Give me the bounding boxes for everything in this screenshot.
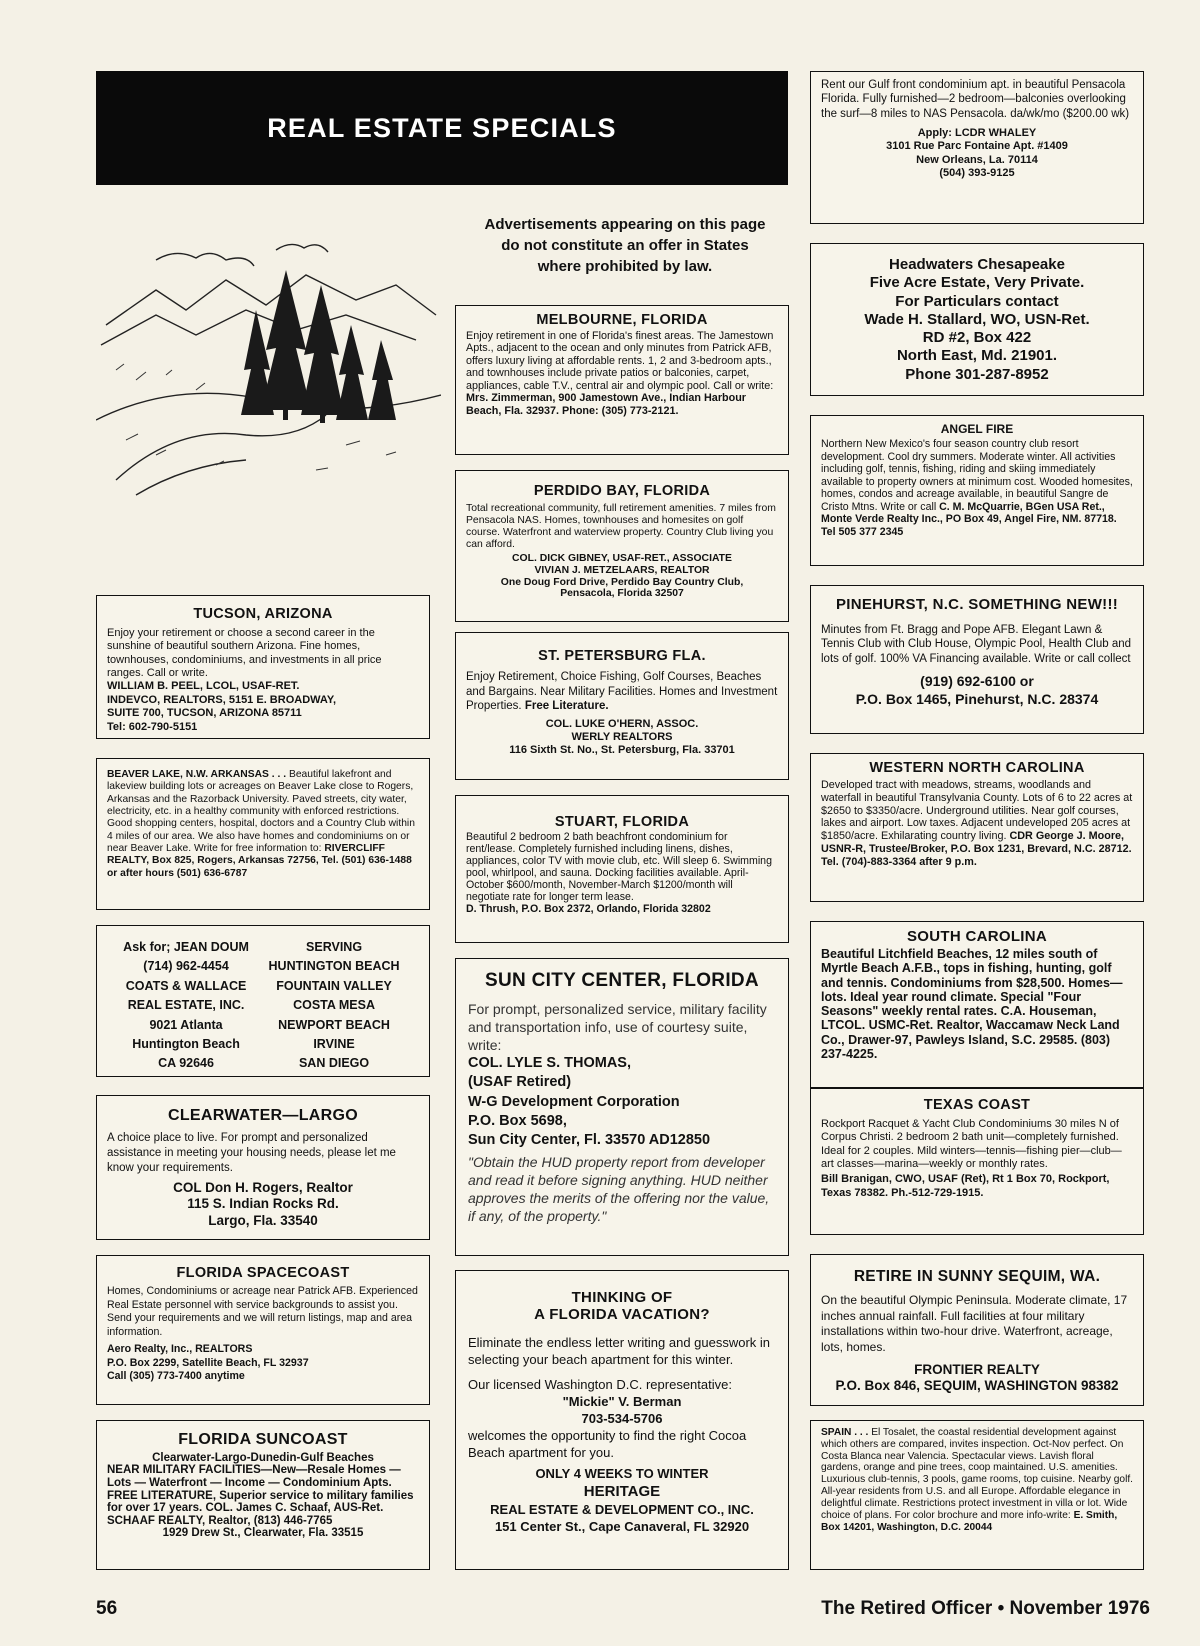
ad-contact-line: FRONTIER REALTY xyxy=(914,1361,1040,1377)
ad-title: PERDIDO BAY, FLORIDA xyxy=(533,483,711,499)
ad-line: Five Acre Estate, Very Private. xyxy=(869,274,1085,292)
ad-contact-line: Call (305) 773-7400 anytime xyxy=(107,1370,245,1383)
ad-contact-line: P.O. Box 1465, Pinehurst, N.C. 28374 xyxy=(855,691,1099,708)
ad-contact-line: SUITE 700, TUCSON, ARIZONA 85711 xyxy=(107,707,302,720)
notice-line: Advertisements appearing on this page xyxy=(484,216,766,233)
ad-contact: C. M. McQuarrie, BGen USA Ret., Monte Verde Realty Inc., PO Box 49, Angel Fire, NM. 87718. Tel 505 377 2345 xyxy=(821,500,1117,538)
ad-contact-line: 703-534-5706 xyxy=(581,1411,663,1427)
landscape-illustration xyxy=(96,230,441,500)
ad-title: STUART, FLORIDA xyxy=(554,814,690,830)
ad-title: SUN CITY CENTER, FLORIDA xyxy=(485,970,759,991)
ad-contact-line: W-G Development Corporation xyxy=(468,1093,680,1110)
ad-south-carolina xyxy=(810,921,1144,1088)
ad-contact-line: Aero Realty, Inc., REALTORS xyxy=(107,1343,253,1356)
banner-title: REAL ESTATE SPECIALS xyxy=(267,112,617,143)
ad-closing-line: REAL ESTATE & DEVELOPMENT CO., INC. xyxy=(490,1501,754,1517)
ad-title: PINEHURST, N.C. SOMETHING NEW!!! xyxy=(835,596,1119,613)
ad-left-line: Huntington Beach xyxy=(132,1036,240,1051)
ad-left-line: CA 92646 xyxy=(158,1056,214,1071)
ad-body: Total recreational community, full retirement amenities. 7 miles from Pensacola NAS. Homes, townhouses and homesites on golf course. Waterfront and waterview property. Country Club living you can afford. xyxy=(466,502,776,550)
ad-contact-line: WERLY REALTORS xyxy=(571,731,673,744)
ad-free-literature: Free Literature. xyxy=(524,699,609,712)
ad-contact-line: P.O. Box 846, SEQUIM, WASHINGTON 98382 xyxy=(835,1378,1119,1394)
ad-title: RETIRE IN SUNNY SEQUIM, WA. xyxy=(853,1268,1101,1285)
ad-line: RD #2, Box 422 xyxy=(922,329,1032,347)
ad-title: THINKING OF xyxy=(571,1289,673,1306)
ad-left-line: COATS & WALLACE xyxy=(125,978,247,993)
ad-sequim xyxy=(810,1254,1144,1406)
ad-contact: Bill Branigan, CWO, USAF (Ret), Rt 1 Box 70, Rockport, Texas 78382. Ph.-512-729-1915. xyxy=(821,1173,1110,1199)
page-number: 56 xyxy=(96,1598,118,1619)
ad-contact-line: P.O. Box 5698, xyxy=(468,1112,567,1129)
ad-left-line: (714) 962-4454 xyxy=(143,959,229,974)
ad-contact-line: Pensacola, Florida 32507 xyxy=(560,588,684,600)
ad-body: Enjoy retirement in one of Florida's finest areas. The Jamestown Apts., adjacent to the ocean and only minutes from Patrick AFB, offers luxury living at affordable rents. 1, 2 and 3-bedroom apts., and townhouses include private patios or balconies, carpet, appliances, cable T.V., central air and olympic pool. Call or write: xyxy=(466,329,774,392)
ad-line: Wade H. Stallard, WO, USN-Ret. xyxy=(864,310,1090,328)
ad-contact-line: 115 S. Indian Rocks Rd. xyxy=(187,1196,339,1212)
ad-contact-line: (919) 692-6100 or xyxy=(920,672,1034,689)
ad-perdido-bay xyxy=(455,470,789,622)
ad-title: FLORIDA SUNCOAST xyxy=(178,1431,348,1448)
ad-florida-suncoast xyxy=(96,1420,430,1570)
ad-contact-line: COL Don H. Rogers, Realtor xyxy=(173,1179,353,1195)
ad-right-line: NEWPORT BEACH xyxy=(278,1017,390,1032)
ad-right-line: SAN DIEGO xyxy=(298,1056,370,1071)
ad-contact-line: COL. LUKE O'HERN, ASSOC. xyxy=(545,718,699,731)
ad-title: CLEARWATER—LARGO xyxy=(168,1107,358,1124)
ad-body: Enjoy your retirement or choose a second career in the sunshine of beautiful southern Arizona. Fine homes, townhouses, condominiums, and investments in all price ranges. Call or write. xyxy=(107,626,382,679)
ad-body: NEAR MILITARY FACILITIES—New—Resale Homes — Lots — Waterfront — Income — Condominium Apts. FREE LITERATURE, Superior service to military families for over 17 years. COL. James C. Schaaf, AUS-Ret. SCHAAF REALTY, Realtor, (813) 446-7765 xyxy=(107,1464,414,1527)
ad-address: 1929 Drew St., Clearwater, Fla. 33515 xyxy=(162,1527,364,1540)
ad-contact-line: Tel: 602-790-5151 xyxy=(107,720,198,733)
legal-notice xyxy=(455,214,795,277)
ad-title: TEXAS COAST xyxy=(923,1097,1031,1113)
ad-texas-coast xyxy=(810,1088,1144,1235)
ad-representative: Our licensed Washington D.C. representative: xyxy=(468,1376,732,1392)
ad-body: El Tosalet, the coastal residential development against which others are compared, invites inspection. Oct-Nov perfect. On Costa Blanca near Valencia. Spectacular views. Lavish floral gardens, orange and pine trees, coop maintained. U.S. amenities. Luxurious club-tennis, 3 pools, game rooms, top cuisine. Nearby golf. All-year residents from U.S. and all Europe. Affordable elegance in delightful climate. Restrictions protect investment in villa or lot. Wide choice of plans. For color brochure and more info-write: xyxy=(821,1427,1134,1521)
ad-headwaters xyxy=(810,243,1144,396)
ad-contact-line: (USAF Retired) xyxy=(468,1074,572,1091)
page-banner xyxy=(96,71,788,185)
ad-body: Northern New Mexico's four season country club resort development. Cool dry summers. Moderate winter. All activities including golf, tennis, fishing, riding and skiing immediately available to property owners at minimum cost. Wooded homesites, homes, condos and acreage available, in beautiful Sangre de Cristo Mtns. Write or call xyxy=(821,438,1133,513)
ad-line: North East, Md. 21901. xyxy=(896,347,1058,365)
ad-angel-fire xyxy=(810,415,1144,566)
ad-left-line: Ask for; JEAN DOUM xyxy=(123,940,249,954)
ad-line: Phone 301-287-8952 xyxy=(905,365,1049,383)
ad-contact-line: Largo, Fla. 33540 xyxy=(208,1212,318,1228)
ad-clearwater-largo xyxy=(96,1095,430,1240)
ad-title: BEAVER LAKE, N.W. ARKANSAS . . . xyxy=(107,769,287,780)
ad-contact-line: 3101 Rue Parc Fontaine Apt. #1409 xyxy=(886,140,1068,153)
ad-title: MELBOURNE, FLORIDA xyxy=(536,312,708,328)
ad-contact-line: COL. DICK GIBNEY, USAF-RET., ASSOCIATE xyxy=(512,553,732,565)
ad-contact-line: COL. LYLE S. THOMAS, xyxy=(468,1055,632,1072)
notice-line: do not constitute an offer in States xyxy=(501,237,749,254)
ad-body: On the beautiful Olympic Peninsula. Moderate climate, 17 inches annual rainfall. Full facilities at four military installations within two-hour drive. Waterfront, acreage, lots, homes. xyxy=(821,1293,1128,1354)
ad-contact-line: "Mickie" V. Berman xyxy=(562,1393,682,1409)
ad-left-line: REAL ESTATE, INC. xyxy=(127,998,245,1013)
ad-florida-spacecoast xyxy=(96,1255,430,1405)
ad-huntington-beach xyxy=(96,925,430,1077)
ad-title: A FLORIDA VACATION? xyxy=(534,1306,710,1324)
ad-contact-line: 116 Sixth St. No., St. Petersburg, Fla. 33701 xyxy=(509,744,735,757)
ad-body: Beautiful lakefront and lakeview building lots or acreages on Beaver Lake close to Rogers, Arkansas and the Razorback University. Paved streets, city water, electricity, etc. in a healthy community with enforced restrictions. Good shopping centers, hospital, doctors and a Country Club within 4 miles of our area. We also have homes and condominiums on or near Beaver Lake. Write for free information to: xyxy=(107,769,415,855)
ad-closing-line: 151 Center St., Cape Canaveral, FL 32920 xyxy=(494,1518,750,1534)
ad-title: SPAIN . . . xyxy=(821,1427,869,1438)
ad-florida-vacation xyxy=(455,1270,789,1570)
ad-pensacola xyxy=(810,71,1144,224)
ad-contact-line: New Orleans, La. 70114 xyxy=(916,153,1038,166)
ad-contact: CDR George J. Moore, USNR-R, Trustee/Broker, P.O. Box 1231, Brevard, N.C. 28712. Tel. (704)-883-3364 after 9 p.m. xyxy=(821,830,1132,868)
ad-left-line: 9021 Atlanta xyxy=(149,1017,223,1032)
ad-body: Developed tract with meadows, streams, woodlands and waterfall in beautiful Transylvania County. Lots of 6 to 22 acres at $2650 to $3350/acre. Underground utilities. Near golf courses, lakes and airport. Low taxes. Adjacent undeveloped 205 acres at $1850/acre. Exhilarating country living. xyxy=(821,779,1133,843)
ad-contact-line: INDEVCO, REALTORS, 5151 E. BROADWAY, xyxy=(107,693,337,706)
ad-right-line: HUNTINGTON BEACH xyxy=(268,959,400,974)
ad-body: Homes, Condominiums or acreage near Patrick AFB. Experienced Real Estate personnel with service backgrounds to assist you. Send your requirements and we will return listings, map and area information. xyxy=(107,1285,418,1338)
ad-body: For prompt, personalized service, military facility and transportation info, use of courtesy suite, write: xyxy=(468,1000,767,1054)
ad-contact: D. Thrush, P.O. Box 2372, Orlando, Florida 32802 xyxy=(466,903,711,916)
ad-stuart xyxy=(455,795,789,943)
notice-line: where prohibited by law. xyxy=(537,258,713,275)
ad-contact-line: Apply: LCDR WHALEY xyxy=(917,127,1037,140)
ad-title: WESTERN NORTH CAROLINA xyxy=(869,760,1085,776)
ad-contact-line: P.O. Box 2299, Satellite Beach, FL 32937 xyxy=(107,1356,309,1369)
ad-contact: RIVERCLIFF REALTY, Box 825, Rogers, Arkansas 72756, Tel. (501) 636-1488 or after hours (501) 636-6787 xyxy=(107,843,412,879)
ad-line: For Particulars contact xyxy=(895,292,1059,310)
ad-body: Rent our Gulf front condominium apt. in beautiful Pensacola Florida. Fully furnished—2 bedroom—balconies overlooking the surf—8 miles to NAS Pensacola. da/wk/mo ($200.00 wk) xyxy=(821,79,1130,120)
ad-beaver-lake xyxy=(96,758,430,910)
ad-body: A choice place to live. For prompt and personalized assistance in meeting your housing needs, please let me know your requirements. xyxy=(107,1132,396,1174)
ad-contact-line: Sun City Center, Fl. 33570 AD12850 xyxy=(468,1131,711,1148)
ad-right-line: COSTA MESA xyxy=(293,998,376,1013)
ad-st-petersburg xyxy=(455,632,789,780)
ad-contact-line: (504) 393-9125 xyxy=(939,166,1015,179)
ad-sun-city-center xyxy=(455,958,789,1256)
ad-title: ST. PETERSBURG FLA. xyxy=(538,648,706,664)
ad-line: Headwaters Chesapeake xyxy=(889,256,1065,273)
ad-body: Minutes from Ft. Bragg and Pope AFB. Elegant Lawn & Tennis Club with Club House, Olympic Pool, Health Club and lots of golf. 100% VA Financing available. Write or call collect xyxy=(821,623,1132,665)
ad-western-nc xyxy=(810,753,1144,902)
ad-right-line: FOUNTAIN VALLEY xyxy=(276,978,392,993)
ad-melbourne xyxy=(455,305,789,455)
ad-body: Enjoy Retirement, Choice Fishing, Golf Courses, Beaches and Bargains. Near Military Facilities. Homes and Investment Properties. xyxy=(466,671,778,712)
ad-pinehurst xyxy=(810,585,1144,734)
ad-body: Rockport Racquet & Yacht Club Condominiums 30 miles N of Corpus Christi. 2 bedroom 2 bath unit—completely furnished. Ideal for 2 couples. Mild winters—tennis—fishing pier—club—art classes—marina—weekly or monthly rates. xyxy=(821,1117,1122,1170)
ad-title: TUCSON, ARIZONA xyxy=(193,606,333,622)
ad-body: welcomes the opportunity to find the right Cocoa Beach apartment for you. xyxy=(468,1428,747,1461)
ad-right-line: IRVINE xyxy=(313,1036,355,1051)
ad-body: Beautiful 2 bedroom 2 bath beachfront condominium for rent/lease. Completely furnished including linens, dishes, appliances, color TV with movie club, etc. Will sleep 6. Swimming pool, whirlpool, and sauna. Docking facilities available. April-October $600/month, November-March $1200/month will negotiate rate for longer term lease. xyxy=(466,831,772,904)
ad-tucson xyxy=(96,595,430,739)
ad-title: SOUTH CAROLINA xyxy=(906,928,1048,945)
ad-body: Beautiful Litchfield Beaches, 12 miles south of Myrtle Beach A.F.B., tops in fishing, hunting, golf and tennis. Condominiums from $28,500. Homes—lots. Ideal year round climate. Special "Four Seasons" weekly rental rates. C.A. Houseman, LTCOL. USMC-Ret. Realtor, Waccamaw Neck Land Co., Drawer-97, Pawleys Island, S.C. 29585. (803) 237-4225. xyxy=(821,947,1123,1061)
ad-spain xyxy=(810,1420,1144,1570)
ad-title: FLORIDA SPACECOAST xyxy=(176,1265,350,1281)
publication-footer: The Retired Officer • November 1976 xyxy=(821,1598,1150,1619)
ad-subtitle: Clearwater-Largo-Dunedin-Gulf Beaches xyxy=(152,1451,374,1464)
hud-disclaimer: "Obtain the HUD property report from developer and read it before signing anything. HUD neither approves the merits of the offering nor the value, if any, of the property." xyxy=(468,1153,770,1225)
ad-body: Eliminate the endless letter writing and guesswork in selecting your beach apartment for this winter. xyxy=(468,1334,771,1367)
ad-contact-line: WILLIAM B. PEEL, LCOL, USAF-RET. xyxy=(107,680,300,693)
ad-right-line: SERVING xyxy=(306,940,363,954)
ad-title: ANGEL FIRE xyxy=(940,422,1014,436)
ad-contact: E. Smith, Box 14201, Washington, D.C. 20044 xyxy=(821,1509,1118,1533)
ad-contact-line: VIVIAN J. METZELAARS, REALTOR xyxy=(534,565,710,577)
ad-contact: Mrs. Zimmerman, 900 Jamestown Ave., Indian Harbour Beach, Fla. 32937. Phone: (305) 773-2121. xyxy=(466,392,747,417)
ad-contact-line: One Doug Ford Drive, Perdido Bay Country Club, xyxy=(500,576,744,588)
ad-company-name: HERITAGE xyxy=(583,1483,661,1501)
ad-closing-line: ONLY 4 WEEKS TO WINTER xyxy=(535,1465,709,1481)
